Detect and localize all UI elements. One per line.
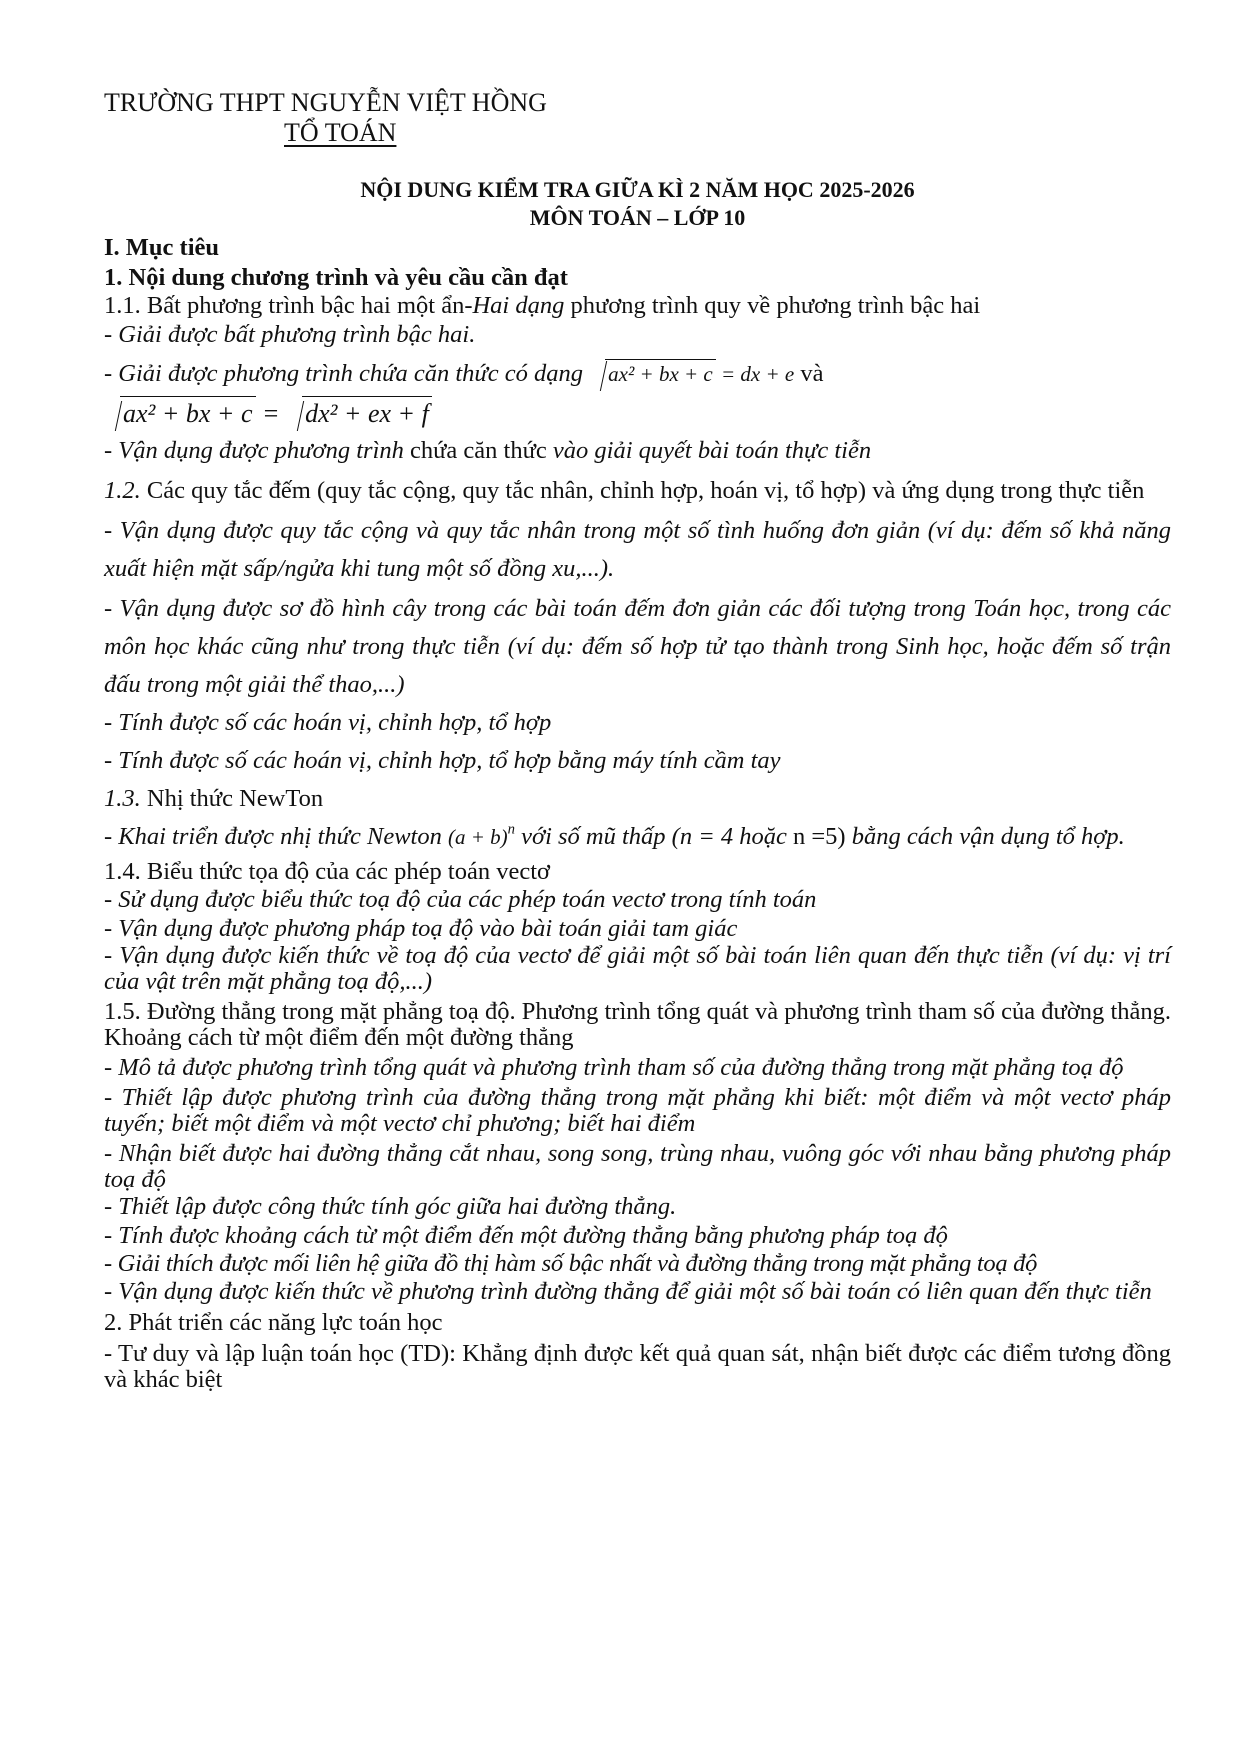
bullet-1-4-c: - Vận dụng được kiến thức về toạ độ của vectơ để giải một số bài toán liên quan đến thực tiễn (ví dụ: vị trí của vật trên mặt phẳng toạ độ,...) <box>104 942 1171 995</box>
bullet-1-1-b: - Giải được phương trình chứa căn thức có dạng ax² + bx + c = dx + e và <box>104 357 1171 391</box>
school-name: TRƯỜNG THPT NGUYỄN VIỆT HỒNG <box>104 88 547 117</box>
department-name: TỔ TOÁN <box>284 118 397 147</box>
bullet-1-4-b: - Vận dụng được phương pháp toạ độ vào bài toán giải tam giác <box>104 914 738 942</box>
bullet-1-5-d: - Thiết lập được công thức tính góc giữa hai đường thẳng. <box>104 1193 677 1220</box>
topic-title-1-5: 1.5. Đường thẳng trong mặt phẳng toạ độ. Phương trình tổng quát và phương trình tham số của đường thẳng. Khoảng cách từ một điểm đến một đường thẳng <box>104 998 1171 1051</box>
bullet-1-5-e: - Tính được khoảng cách từ một điểm đến một đường thẳng bằng phương pháp toạ độ <box>104 1221 948 1249</box>
topic-title-1-2: 1.2. Các quy tắc đếm (quy tắc cộng, quy tắc nhân, chỉnh hợp, hoán vị, tổ hợp) và ứng dụng trong thực tiễn <box>104 476 1145 504</box>
bullet-1-1-c: - Vận dụng được phương trình chứa căn thức vào giải quyết bài toán thực tiễn <box>104 437 872 464</box>
bullet-1-4-a: - Sử dụng được biểu thức toạ độ của các phép toán vectơ trong tính toán <box>104 886 817 913</box>
topic-title-1-4: 1.4. Biểu thức tọa độ của các phép toán vectơ <box>104 857 550 885</box>
bullet-2-a: - Tư duy và lập luận toán học (TD): Khẳng định được kết quả quan sát, nhận biết được các điểm tương đồng và khác biệt <box>104 1340 1171 1393</box>
formula-root-equation: ax² + bx + c = dx² + ex + f <box>104 397 1171 431</box>
document-subtitle: MÔN TOÁN – LỚP 10 <box>529 205 746 230</box>
bullet-1-2-a: - Vận dụng được quy tắc cộng và quy tắc nhân trong một số tình huống đơn giản (ví dụ: đếm số khả năng xuất hiện mặt sấp/ngửa khi tung một số đồng xu,...). <box>104 516 1171 582</box>
bullet-1-2-d: - Tính được số các hoán vị, chỉnh hợp, tổ hợp bằng máy tính cầm tay <box>104 746 781 774</box>
subsection-heading-content: 1. Nội dung chương trình và yêu cầu cần đạt <box>104 264 568 291</box>
bullet-1-2-b: - Vận dụng được sơ đồ hình cây trong các bài toán đếm đơn giản các đối tượng trong Toán học, trong các môn học khác cũng như trong thực tiễn (ví dụ: đếm số hợp tử tạo thành trong Sinh học, hoặc đếm số trận đấu trong một giải thể thao,...) <box>104 594 1171 698</box>
bullet-1-1-a: - Giải được bất phương trình bậc hai. <box>104 320 476 348</box>
topic-title-1-3: 1.3. Nhị thức NewTon <box>104 784 324 812</box>
bullet-1-5-c: - Nhận biết được hai đường thẳng cắt nhau, song song, trùng nhau, vuông góc với nhau bằng phương pháp toạ độ <box>104 1140 1171 1193</box>
sqrt-left: ax² + bx + c <box>106 397 256 431</box>
section-title-2: 2. Phát triển các năng lực toán học <box>104 1308 443 1336</box>
sqrt-expression: ax² + bx + c <box>591 357 716 391</box>
bullet-1-5-b: - Thiết lập được phương trình của đường thẳng trong mặt phẳng khi biết: một điểm và một vectơ pháp tuyến; biết một điểm và một vectơ chỉ phương; biết hai điểm <box>104 1084 1171 1137</box>
bullet-1-3-a: - Khai triển được nhị thức Newton $(a + b)^n$ với số mũ thấp (n = 4 hoặc n =5) bằng cách vận dụng tổ hợp. <box>104 821 1125 850</box>
bullet-1-5-a: - Mô tả được phương trình tổng quát và phương trình tham số của đường thẳng trong mặt phẳng toạ độ <box>104 1054 1124 1081</box>
section-heading-objectives: I. Mục tiêu <box>104 234 219 261</box>
sqrt-right: dx² + ex + f <box>288 397 432 431</box>
bullet-1-5-g: - Vận dụng được kiến thức về phương trình đường thẳng để giải một số bài toán có liên quan đến thực tiễn <box>104 1277 1152 1305</box>
topic-title-1-1: 1.1. Bất phương trình bậc hai một ẩn-Hai dạng phương trình quy về phương trình bậc hai <box>104 292 981 319</box>
bullet-1-2-c: - Tính được số các hoán vị, chỉnh hợp, tổ hợp <box>104 708 552 736</box>
bullet-1-5-f: - Giải thích được mối liên hệ giữa đồ thị hàm số bậc nhất và đường thẳng trong mặt phẳng toạ độ <box>104 1250 1038 1277</box>
document-title: NỘI DUNG KIỂM TRA GIỮA KÌ 2 NĂM HỌC 2025-2026 <box>360 177 915 202</box>
